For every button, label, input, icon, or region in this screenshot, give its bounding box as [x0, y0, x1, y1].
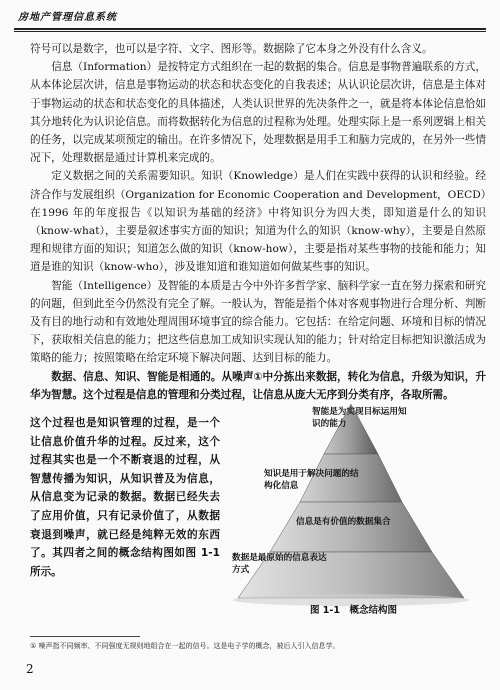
page-number: 2 — [26, 662, 34, 676]
paragraph-knowledge: 定义数据之间的关系需要知识。知识（Knowledge）是人们在实践中获得的认识和经验。经济合作与发展组织（Organization for Economic Cooperation and Development，OECD）在1996 年的年度报告《以知识为基础的经济》中将知识分为四大类，即知道是什么的知识（know-what），主要是叙述事实方面的知识；知道为什么的知识（know-why），主要是自然原理和规律方面的知识；知道怎么做的知识（know-how），主要是指对某些事物的技能和能力；知道是谁的知识（know-who），涉及谁知道和谁知道如何做某些事的知识。 — [30, 170, 486, 274]
footnote-rule — [30, 636, 140, 637]
paragraph-data-continued: 符号可以是数字，也可以是字符、文字、图形等。数据除了它本身之外没有什么含义。 — [30, 43, 433, 55]
running-header-title: 房地产管理信息系统 — [18, 12, 117, 23]
pyramid-illustration — [212, 402, 490, 620]
concept-pyramid-figure — [212, 402, 490, 620]
pyramid-label-information: 信息是有价值的数据集合 — [296, 517, 391, 527]
footnote: ① 噪声指不同频率、不同强度无规则地组合在一起的信号。这是电子学的概念，被后人引入信息学。 — [30, 642, 340, 650]
pyramid-label-knowledge: 知识是用于解决问题的结构化信息 — [264, 469, 359, 491]
header-rule-thin — [14, 31, 486, 32]
pyramid-label-intelligence: 智能是为实现目标运用知识的能力 — [312, 407, 407, 429]
header-rule-thick — [14, 28, 486, 30]
paragraph-information: 信息（Information）是按特定方式组织在一起的数据的集合。信息是事物普遍联系的方式，从本体论层次讲，信息是事物运动的状态和状态变化的自我表述；从认识论层次讲，信息是主体对于事物运动的状态和状态变化的具体描述，人类认识世界的先决条件之一，就是将本体论信息恰如其分地转化为认识论信息。而将数据转化为信息的过程称为处理。处理实际上是一系列逻辑上相关的任务，以完成某项预定的输出。在许多情况下，处理数据是用手工和脑力完成的，在另外一些情况下，处理数据是通过计算机来完成的。 — [30, 61, 486, 165]
wrapped-text-column — [30, 414, 220, 581]
figure-caption: 图 1-1 概念结构图 — [310, 605, 397, 616]
paragraph-relationship-continued: 这个过程也是知识管理的过程，是一个让信息价值升华的过程。反过来，这个过程其实也是一个不断衰退的过程，从智慧传播为知识，从知识普及为信息，从信息变为记录的数据。数据已经失去了应用价值，只有记录价值了，从数据衰退到噪声，就已经是纯粹无效的东西了。其四者之间的概念结构图如图 1-1 所示。 — [30, 417, 220, 578]
pyramid-label-data: 数据是最原始的信息表达方式 — [232, 553, 327, 575]
body-text — [30, 40, 486, 404]
paragraph-relationship-intro: 数据、信息、知识、智能是相通的。从噪声①中分拣出来数据，转化为信息，升级为知识，升华为智慧。这个过程是信息的管理和分类过程，让信息从庞大无序到分类有序，各取所需。 — [30, 370, 486, 401]
paragraph-intelligence: 智能（Intelligence）及智能的本质是古今中外许多哲学家、脑科学家一直在努力探索和研究的问题，但到此至今仍然没有完全了解。一般认为，智能是指个体对客观事物进行合理分析、判断及有目的地行动和有效地处理周围环境事宜的综合能力。它包括：在给定问题、环境和目标的情况下，获取相关信息的能力；把这些信息加工成知识实现认知的能力；针对给定目标把知识激活成为策略的能力；按照策略在给定环境下解决问题、达到目标的能力。 — [30, 279, 486, 365]
